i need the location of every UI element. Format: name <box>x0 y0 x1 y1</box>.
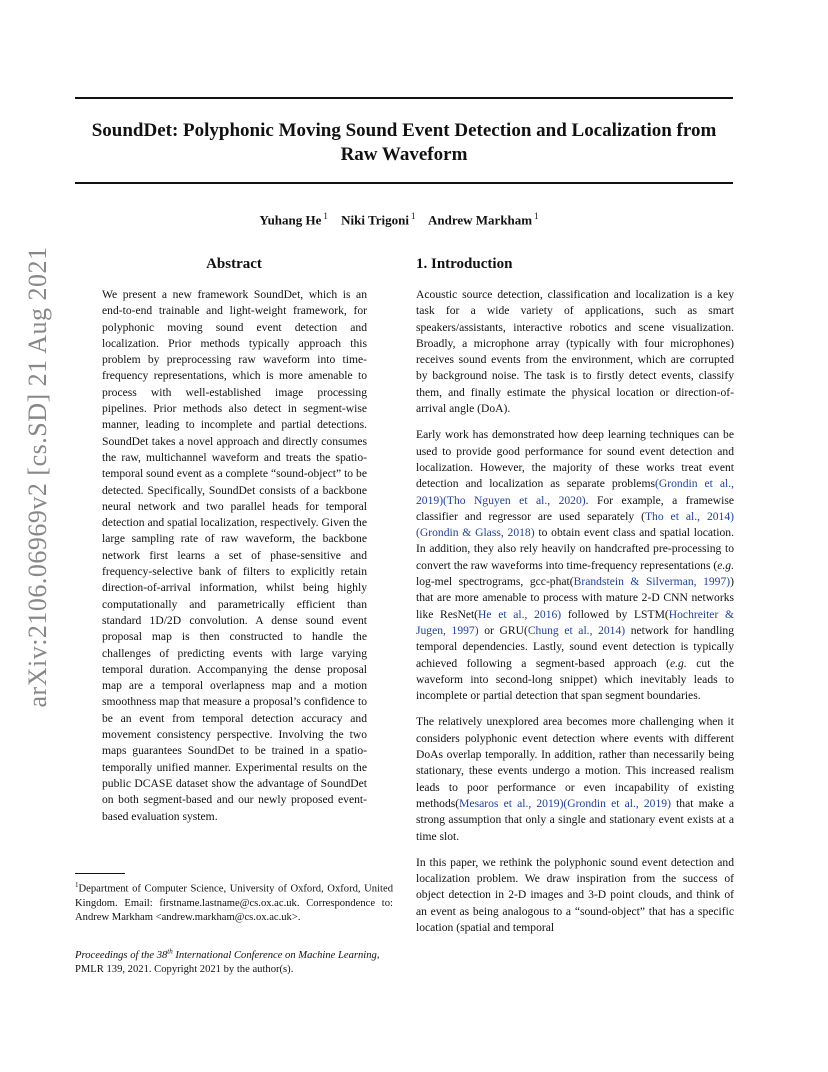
author-affiliation-mark: 1 <box>410 211 416 221</box>
author-affiliation-mark: 1 <box>323 211 328 221</box>
footnote-rule <box>75 873 125 874</box>
arxiv-stamp-text: arXiv:2106.06969v2 [cs.SD] 21 Aug 2021 <box>23 246 52 708</box>
paragraph-text: e.g. <box>717 558 734 572</box>
paragraph-text: The relatively unexplored area becomes more challenging when it considers polyphonic event detection where events with different DoAs overlap temporally. In addition, rather than necessarily being stationary, these events undergo a motion. This increased realism leads to poor performance or even incapability of existing methods( <box>416 715 734 810</box>
citation-link[interactable]: Brandstein & Silverman, 1997) <box>573 575 731 589</box>
footnote-text: Department of Computer Science, University of Oxford, Oxford, United Kingdom. Email: firstname.lastname@cs.ox.ac.uk. Correspondence to: Andrew Markham <andrew.markham@cs.ox.ac.uk>. <box>75 883 393 923</box>
paragraph <box>416 714 734 844</box>
author-name: Andrew Markham <box>428 212 533 228</box>
paragraph-text: network for handling temporal dependencies. Lastly, sound event detection is typically achieved following a segment-based approach ( <box>416 623 735 670</box>
citation-link[interactable]: Hochreiter & Jugen, 1997) <box>416 607 735 637</box>
left-column <box>75 256 393 825</box>
right-column <box>416 256 734 946</box>
author-name: Yuhang He <box>259 212 322 228</box>
paragraph: Acoustic source detection, classification and localization is a key task for a wide variety of applications, such as smart speakers/assistants, interactive robotics and scene visualization. Broadly, a microphone array (typically with four microphones) receives sound events from the environment, which are corrupted by background noise. The task is to firstly detect events, classify them, and finally estimate the physical location or direction-of-arrival angle (DoA). <box>416 288 734 416</box>
proceedings-venue: International Conference on Machine Learning <box>172 949 377 961</box>
footnote-mark: 1 <box>75 881 79 889</box>
paragraph-text: cut the waveform into second-long snippet) which inevitably leads to incomplete or partial detection that span segment boundaries. <box>416 656 734 703</box>
author-name: Niki Trigoni <box>341 212 409 228</box>
paragraph-text: to obtain event class and spatial location. In addition, they also rely heavily on handcrafted pre-processing to convert the raw waveforms into time-frequency representations ( <box>416 526 734 572</box>
paragraph-text: ) that are more amenable to process with mature 2-D CNN networks like ResNet( <box>416 575 735 621</box>
section-heading: 1. Introduction <box>416 256 513 272</box>
title-rule-bottom <box>75 182 733 184</box>
paragraph-text: e.g. <box>669 656 687 670</box>
paragraph: In this paper, we rethink the polyphonic sound event detection and localization problem. We draw inspiration from the success of object detection in 2-D images and 3-D point clouds, and think of an event as being analogous to a “sound-object” that has a specific location (spatial and temporal <box>416 855 734 934</box>
paper-title: SoundDet: Polyphonic Moving Sound Event Detection and Localization from Raw Waveform <box>91 120 717 165</box>
author-affiliation-mark: 1 <box>534 211 539 221</box>
abstract-body: We present a new framework SoundDet, which is an end-to-end trainable and light-weight framework, for polyphonic moving sound event detection and localization. Prior methods typically approach this problem by preprocessing raw waveform into time-frequency representations, which is more amenable to process with well-established image processing pipelines. Prior methods also detect in segment-wise manner, leading to incomplete and partial detections. SoundDet takes a novel approach and directly consumes the raw, multichannel waveform and treats the spatio-temporal sound event as a complete “sound-object” to be detected. Specifically, SoundDet consists of a backbone neural network and two parallel heads for temporal detection and spatial localization, respectively. Given the large sampling rate of raw waveform, the backbone network first learns a set of phase-sensitive and frequency-selective bank of filters to explicitly retain direction-of-arrival information, whilst being highly computationally and parametrically efficient than standard 1D/2D convolution. A dense sound event proposal map is then constructed to handle the challenges of predicting events with large varying temporal duration. Accompanying the dense proposal map are a temporal overlapness map and a motion smoothness map that measure a proposal’s confidence to be an event from temporal detection accuracy and movement consistency perspective. Involving the two maps guarantees SoundDet to be trained in a spatio-temporally unified manner. Experimental results on the public DCASE dataset show the advantage of SoundDet on both segment-based and our newly proposed event-based evaluation system. <box>102 288 367 823</box>
citation-link[interactable]: Chung et al., 2014) <box>527 623 626 637</box>
footnote <box>75 878 393 925</box>
author-list <box>75 211 733 228</box>
proceedings-ordinal: th <box>167 947 173 955</box>
paragraph-text: that make a strong assumption that only a single and stationary event exists at a time slot. <box>416 796 734 843</box>
paragraph-text: Early work has demonstrated how deep learning techniques can be used to provide good performance for sound event detection and localization. However, the majority of these works treat event detection and localization as separate problems <box>416 428 734 491</box>
proceedings-copyright: , PMLR 139, 2021. Copyright 2021 by the author(s). <box>75 949 380 975</box>
paragraph-text: log-mel spectrograms, gcc-phat( <box>416 575 574 589</box>
title-rule-top <box>75 97 733 99</box>
paragraph-text: followed by LSTM( <box>561 607 669 621</box>
proceedings-note <box>75 944 393 977</box>
paragraph <box>416 427 734 704</box>
paragraph-text: or GRU( <box>478 623 528 637</box>
proceedings-prefix: Proceedings of the 38 <box>75 949 168 961</box>
citation-link[interactable]: Mesaros et al., 2019)(Grondin et al., 2019) <box>459 796 671 810</box>
citation-link[interactable]: (Grondin et al., 2019)(Tho Nguyen et al., 2020) <box>416 477 734 507</box>
citation-link[interactable]: Tho et al., 2014)(Grondin & Glass, 2018) <box>416 509 734 540</box>
citation-link[interactable]: He et al., 2016) <box>478 607 562 621</box>
paragraph-text: . For example, a framewise classifier and regressor are used separately ( <box>416 493 734 523</box>
abstract-heading: Abstract <box>206 256 262 272</box>
